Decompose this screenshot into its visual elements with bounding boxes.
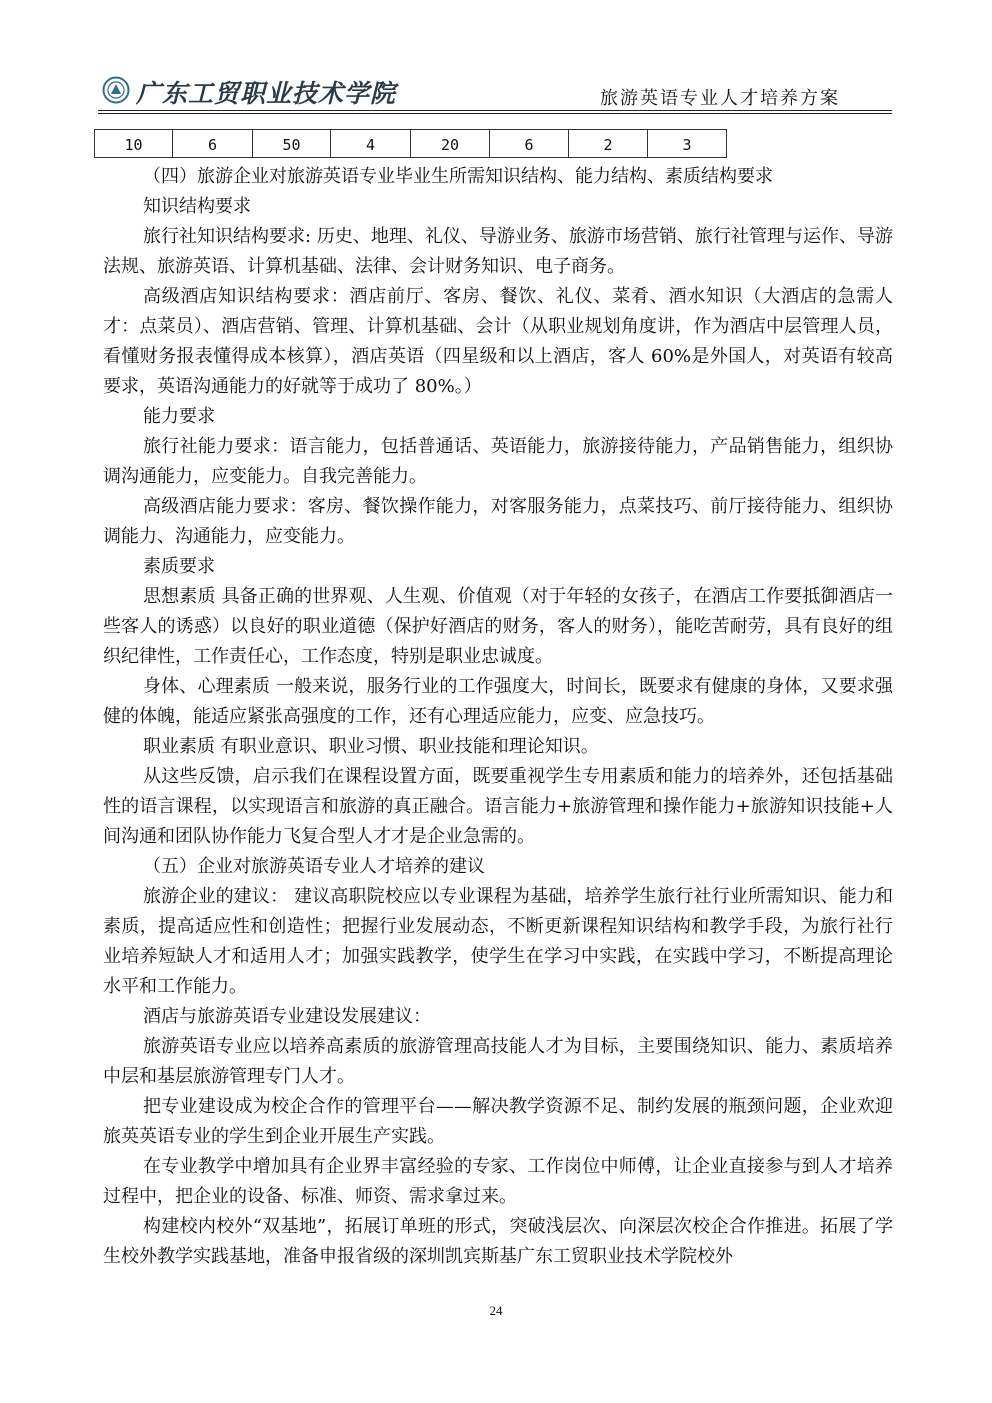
- paragraph: 旅游企业的建议： 建议高职院校应以专业课程为基础，培养学生旅行社行业所需知识、能力和素质，提高适应性和创造性；把握行业发展动态，不断更新课程知识结构和教学手段，为旅行社行业培养短缺人才和适用人才；加强实践教学，使学生在学习中实践，在实践中学习，不断提高理论水平和工作能力。: [103, 886, 893, 997]
- subheading-knowledge: 知识结构要求: [143, 196, 251, 217]
- paragraph: 职业素质 有职业意识、职业习惯、职业技能和理论知识。: [143, 736, 599, 757]
- paragraph: 把专业建设成为校企合作的管理平台——解决教学资源不足、制约发展的瓶颈问题，企业欢迎旅英英语专业的学生到企业开展生产实践。: [103, 1096, 893, 1147]
- paragraph: 在专业教学中增加具有企业界丰富经验的专家、工作岗位中师傅，让企业直接参与到人才培养过程中，把企业的设备、标准、师资、需求拿过来。: [103, 1156, 893, 1207]
- section-heading-4: （四）旅游企业对旅游英语专业毕业生所需知识结构、能力结构、素质结构要求: [143, 166, 773, 187]
- paragraph: 旅游英语专业应以培养高素质的旅游管理高技能人才为目标，主要围绕知识、能力、素质培养中层和基层旅游管理专门人才。: [103, 1036, 893, 1087]
- table-cell: 4: [331, 130, 411, 157]
- section-heading-5: （五）企业对旅游英语专业人才培养的建议: [143, 856, 485, 877]
- table-cell: 3: [648, 130, 727, 157]
- table-cell: 2: [569, 130, 648, 157]
- document-title: 旅游英语专业人才培养方案: [600, 88, 840, 109]
- school-logo-icon: [102, 76, 130, 104]
- paragraph: 从这些反馈，启示我们在课程设置方面，既要重视学生专用素质和能力的培养外，还包括基础性的语言课程，以实现语言和旅游的真正融合。语言能力+旅游管理和操作能力+旅游知识技能+人间沟通和团队协作能力飞复合型人才才是企业急需的。: [103, 766, 893, 847]
- table-cell: 6: [490, 130, 569, 157]
- paragraph: 身体、心理素质 一般来说，服务行业的工作强度大，时间长，既要求有健康的身体，又要求强健的体魄，能适应紧张高强度的工作，还有心理适应能力，应变、应急技巧。: [103, 676, 893, 727]
- paragraph: 思想素质 具备正确的世界观、人生观、价值观（对于年轻的女孩子，在酒店工作要抵御酒店一些客人的诱惑）以良好的职业道德（保护好酒店的财务，客人的财务），能吃苦耐劳，具有良好的组织纪律性，工作责任心，工作态度，特别是职业忠诚度。: [103, 586, 893, 667]
- paragraph: 构建校内校外“双基地”，拓展订单班的形式，突破浅层次、向深层次校企合作推进。拓展了学生校外教学实践基地，准备申报省级的深圳凯宾斯基广东工贸职业技术学院校外: [103, 1216, 893, 1267]
- header-rule: [98, 110, 892, 114]
- subheading-quality: 素质要求: [143, 556, 215, 577]
- table-cell: 6: [173, 130, 253, 157]
- table-row: [94, 129, 727, 158]
- paragraph: 酒店与旅游英语专业建设发展建议：: [143, 1006, 431, 1027]
- paragraph: 旅行社能力要求：语言能力，包括普通话、英语能力，旅游接待能力，产品销售能力，组织协调沟通能力，应变能力。自我完善能力。: [103, 436, 893, 487]
- subheading-ability: 能力要求: [143, 406, 215, 427]
- page-header: [98, 72, 892, 110]
- table-cell: 10: [94, 130, 173, 157]
- paragraph: 旅行社知识结构要求: 历史、地理、礼仪、导游业务、旅游市场营销、旅行社管理与运作、导游法规、旅游英语、计算机基础、法律、会计财务知识、电子商务。: [103, 226, 893, 277]
- table-cell: 50: [253, 130, 331, 157]
- page-number: 24: [489, 1303, 503, 1318]
- paragraph: 高级酒店能力要求：客房、餐饮操作能力，对客服务能力，点菜技巧、前厅接待能力、组织协调能力、沟通能力，应变能力。: [103, 496, 893, 547]
- school-name: 广东工贸职业技术学院: [136, 79, 397, 108]
- paragraph: 高级酒店知识结构要求：酒店前厅、客房、餐饮、礼仪、菜肴、酒水知识（大酒店的急需人才：点菜员）、酒店营销、管理、计算机基础、会计（从职业规划角度讲，作为酒店中层管理人员，看懂财务报表懂得成本核算），酒店英语（四星级和以上酒店，客人 60%是外国人，对英语有较高要求，英语沟通能力的好就等于成功了 80%。）: [103, 286, 893, 397]
- body-text: [103, 162, 893, 1272]
- table-cell: 20: [411, 130, 490, 157]
